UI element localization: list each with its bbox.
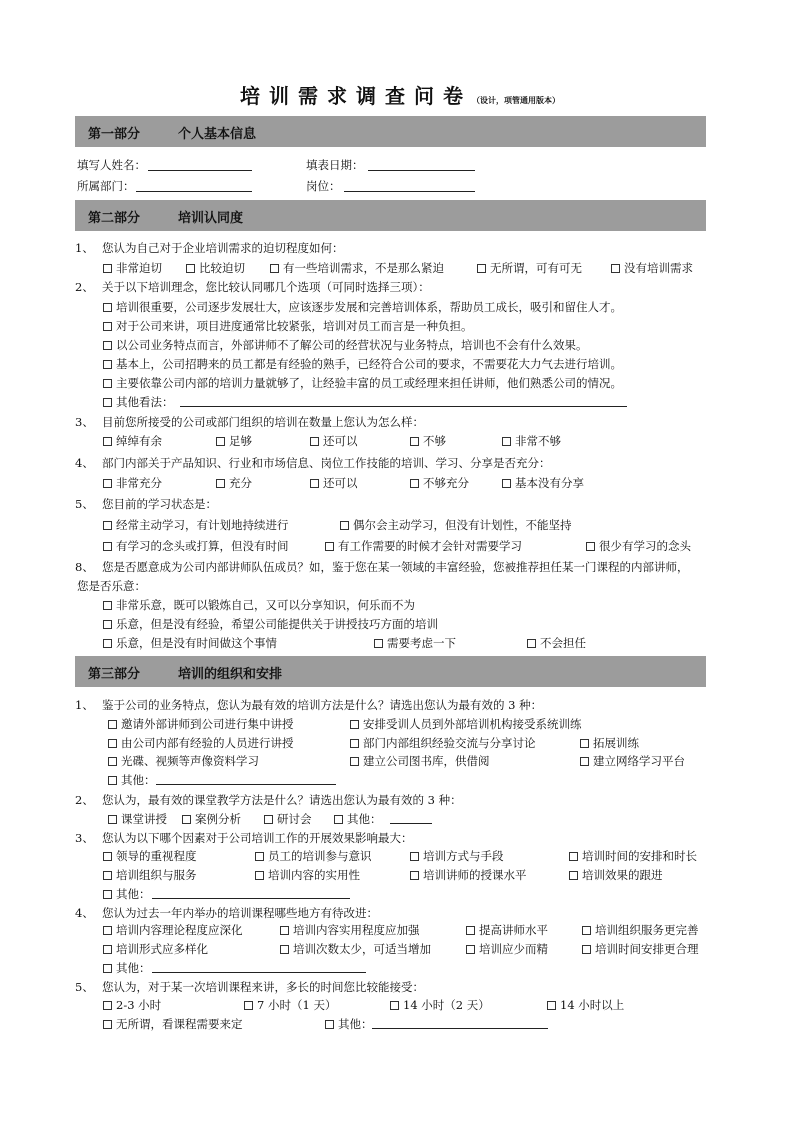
option-checkbox[interactable]: 足够 xyxy=(216,433,252,449)
checkbox-icon[interactable] xyxy=(103,542,112,551)
checkbox-icon[interactable] xyxy=(108,720,117,729)
date-label: 填表日期： xyxy=(306,158,364,172)
option-checkbox[interactable]: 不会担任 xyxy=(527,635,586,651)
option-checkbox[interactable]: 培训效果的跟进 xyxy=(569,867,663,883)
checkbox-icon[interactable] xyxy=(103,639,112,648)
checkbox-icon[interactable] xyxy=(340,521,349,530)
section-title: 培训认同度 xyxy=(178,211,244,226)
option-checkbox[interactable]: 乐意，但是没有时间做这个事情 xyxy=(103,635,277,651)
question-text: 鉴于公司的业务特点，您认为最有效的培训方法是什么？请选出您认为最有效的 3 种： xyxy=(102,698,543,712)
checkbox-icon[interactable] xyxy=(244,1001,253,1010)
option-checkbox[interactable]: 培训组织与服务 xyxy=(103,867,197,883)
option-checkbox[interactable]: 充分 xyxy=(216,475,252,491)
checkbox-icon[interactable] xyxy=(108,757,117,766)
option-checkbox[interactable]: 培训时间安排更合理 xyxy=(582,941,699,957)
checkbox-icon[interactable] xyxy=(325,542,334,551)
checkbox-icon[interactable] xyxy=(350,720,359,729)
option-checkbox[interactable]: 其他： xyxy=(103,960,151,976)
checkbox-icon[interactable] xyxy=(410,437,419,446)
option-checkbox[interactable]: 基本没有分享 xyxy=(502,475,584,491)
title-sub: （设计，项管通用版本） xyxy=(472,95,560,105)
section-label: 第二部分 xyxy=(88,211,141,226)
option-checkbox[interactable]: 经常主动学习，有计划地持续进行 xyxy=(103,517,289,533)
option-checkbox[interactable]: 对于公司来讲，项目进度通常比较紧张，培训对员工而言是一种负担。 xyxy=(103,318,473,334)
question-text: 您是否愿意成为公司内部讲师队伍成员？如，鉴于您在某一领域的丰富经验，您被推荐担任某一门课程的内部讲师， xyxy=(102,560,689,574)
option-checkbox[interactable]: 案例分析 xyxy=(182,811,241,827)
checkbox-icon[interactable] xyxy=(103,479,112,488)
section-title: 个人基本信息 xyxy=(178,127,257,142)
checkbox-icon[interactable] xyxy=(466,926,475,935)
document-title xyxy=(0,80,800,109)
checkbox-icon[interactable] xyxy=(582,926,591,935)
checkbox-icon[interactable] xyxy=(103,601,112,610)
option-checkbox[interactable]: 无所谓，可有可无 xyxy=(477,260,582,276)
other-input-line[interactable] xyxy=(152,972,366,973)
option-checkbox[interactable]: 建立网络学习平台 xyxy=(580,753,685,769)
option-checkbox[interactable]: 其他： xyxy=(325,1016,373,1032)
option-checkbox[interactable]: 培训很重要，公司逐步发展壮大，应该逐步发展和完善培训体系，帮助员工成长，吸引和留住人才。 xyxy=(103,299,622,315)
question-text: 您认为过去一年内举办的培训课程哪些地方有待改进： xyxy=(102,906,378,920)
question-3-1 xyxy=(75,697,542,713)
question-3-2 xyxy=(75,792,462,808)
option-checkbox[interactable]: 有一些培训需求，不是那么紧迫 xyxy=(270,260,444,276)
question-3-5 xyxy=(75,979,424,995)
option-checkbox[interactable]: 非常充分 xyxy=(103,475,162,491)
option-checkbox[interactable]: 不够 xyxy=(410,433,446,449)
option-checkbox[interactable]: 其他： xyxy=(103,886,151,902)
question-number: 5、 xyxy=(75,980,94,994)
option-checkbox[interactable]: 培训时间的安排和时长 xyxy=(569,848,697,864)
checkbox-icon[interactable] xyxy=(310,437,319,446)
option-checkbox[interactable]: 培训形式应多样化 xyxy=(103,941,208,957)
checkbox-icon[interactable] xyxy=(374,639,383,648)
option-checkbox[interactable]: 基本上，公司招聘来的员工都是有经验的熟手，已经符合公司的要求，不需要花大力气去进行培训。 xyxy=(103,356,622,372)
section-label: 第三部分 xyxy=(88,667,141,682)
option-checkbox[interactable]: 绰绰有余 xyxy=(103,433,162,449)
question-text: 关于以下培训理念，您比较认同哪几个选项（可同时选择三项）： xyxy=(102,280,430,294)
option-checkbox[interactable]: 7 小时（1 天） xyxy=(244,997,336,1013)
checkbox-icon[interactable] xyxy=(103,341,112,350)
option-checkbox[interactable]: 安排受训人员到外部培训机构接受系统训练 xyxy=(350,716,582,732)
dept-field[interactable] xyxy=(136,191,252,192)
name-field[interactable] xyxy=(148,170,252,171)
checkbox-icon[interactable] xyxy=(103,871,112,880)
checkbox-icon[interactable] xyxy=(103,852,112,861)
option-checkbox[interactable]: 主要依靠公司内部的培训力量就够了，让经验丰富的员工或经理来担任讲师，他们熟悉公司的情况。 xyxy=(103,375,622,391)
option-checkbox[interactable]: 研讨会 xyxy=(264,811,312,827)
question-2-3 xyxy=(75,414,424,430)
checkbox-icon[interactable] xyxy=(103,1001,112,1010)
checkbox-icon[interactable] xyxy=(186,264,195,273)
checkbox-icon[interactable] xyxy=(103,398,112,407)
question-text: 部门内部关于产品知识、行业和市场信息、岗位工作技能的培训、学习、分享是否充分： xyxy=(102,456,551,470)
option-checkbox[interactable]: 非常乐意，既可以锻炼自己，又可以分享知识，何乐而不为 xyxy=(103,597,415,613)
other-input-line[interactable] xyxy=(180,406,627,407)
option-checkbox[interactable]: 其他： xyxy=(108,772,156,788)
section-header-2 xyxy=(75,200,706,231)
checkbox-icon[interactable] xyxy=(264,815,273,824)
checkbox-icon[interactable] xyxy=(410,479,419,488)
option-checkbox[interactable]: 领导的重视程度 xyxy=(103,848,197,864)
checkbox-icon[interactable] xyxy=(410,852,419,861)
checkbox-icon[interactable] xyxy=(103,890,112,899)
checkbox-icon[interactable] xyxy=(182,815,191,824)
option-checkbox[interactable]: 其他看法： xyxy=(103,394,174,410)
checkbox-icon[interactable] xyxy=(103,264,112,273)
question-text: 您认为自己对于企业培训需求的迫切程度如何： xyxy=(102,241,344,255)
option-checkbox[interactable]: 培训方式与手段 xyxy=(410,848,504,864)
option-checkbox[interactable]: 拓展训练 xyxy=(580,735,639,751)
checkbox-icon[interactable] xyxy=(466,945,475,954)
option-checkbox[interactable]: 培训应少而精 xyxy=(466,941,548,957)
question-number: 1、 xyxy=(75,241,94,255)
question-number: 3、 xyxy=(75,831,94,845)
checkbox-icon[interactable] xyxy=(580,739,589,748)
checkbox-icon[interactable] xyxy=(586,542,595,551)
section-header-3 xyxy=(75,656,706,687)
option-checkbox[interactable]: 非常迫切 xyxy=(103,260,162,276)
question-text: 您目前的学习状态是： xyxy=(102,497,217,511)
dept-label: 所属部门： xyxy=(77,179,135,193)
option-checkbox[interactable]: 由公司内部有经验的人员进行讲授 xyxy=(108,735,294,751)
option-checkbox[interactable]: 以公司业务特点而言，外部讲师不了解公司的经营状况与业务特点，培训也不会有什么效果。 xyxy=(103,337,588,353)
checkbox-icon[interactable] xyxy=(280,926,289,935)
checkbox-icon[interactable] xyxy=(103,322,112,331)
other-input-line[interactable] xyxy=(152,898,350,899)
checkbox-icon[interactable] xyxy=(103,620,112,629)
option-checkbox[interactable]: 课堂讲授 xyxy=(108,811,167,827)
checkbox-icon[interactable] xyxy=(103,437,112,446)
checkbox-icon[interactable] xyxy=(569,852,578,861)
checkbox-icon[interactable] xyxy=(547,1001,556,1010)
question-2-5 xyxy=(75,496,217,512)
option-checkbox[interactable]: 培训内容的实用性 xyxy=(255,867,360,883)
other-input-line[interactable] xyxy=(372,1028,548,1029)
checkbox-icon[interactable] xyxy=(502,479,511,488)
option-checkbox[interactable]: 邀请外部讲师到公司进行集中讲授 xyxy=(108,716,294,732)
question-text: 您认为，最有效的课堂教学方法是什么？请选出您认为最有效的 3 种： xyxy=(102,793,462,807)
title-main: 培训需求调查问卷 xyxy=(240,84,472,108)
checkbox-icon[interactable] xyxy=(103,926,112,935)
checkbox-icon[interactable] xyxy=(103,964,112,973)
other-input-line[interactable] xyxy=(390,823,432,824)
option-checkbox[interactable]: 培训组织服务更完善 xyxy=(582,922,699,938)
option-checkbox[interactable]: 部门内部组织经验交流与分享讨论 xyxy=(350,735,536,751)
checkbox-icon[interactable] xyxy=(255,871,264,880)
checkbox-icon[interactable] xyxy=(103,521,112,530)
option-checkbox[interactable]: 提高讲师水平 xyxy=(466,922,548,938)
option-checkbox[interactable]: 其他： xyxy=(334,811,382,827)
checkbox-icon[interactable] xyxy=(103,360,112,369)
question-2-4 xyxy=(75,455,551,471)
option-checkbox[interactable]: 还可以 xyxy=(310,475,358,491)
question-number: 3、 xyxy=(75,415,94,429)
option-checkbox[interactable]: 员工的培训参与意识 xyxy=(255,848,372,864)
option-checkbox[interactable]: 非常不够 xyxy=(502,433,561,449)
other-input-line[interactable] xyxy=(156,784,336,785)
option-checkbox[interactable]: 比较迫切 xyxy=(186,260,245,276)
question-3-3 xyxy=(75,830,413,846)
checkbox-icon[interactable] xyxy=(410,871,419,880)
checkbox-icon[interactable] xyxy=(325,1020,334,1029)
checkbox-icon[interactable] xyxy=(103,379,112,388)
question-text: 目前您所接受的公司或部门组织的培训在数量上您认为怎么样： xyxy=(102,415,424,429)
checkbox-icon[interactable] xyxy=(611,264,620,273)
question-2-1 xyxy=(75,240,344,256)
checkbox-icon[interactable] xyxy=(477,264,486,273)
date-field[interactable] xyxy=(368,170,475,171)
section-title: 培训的组织和安排 xyxy=(178,667,283,682)
option-checkbox[interactable]: 建立公司图书库，供借阅 xyxy=(350,753,490,769)
checkbox-icon[interactable] xyxy=(108,815,117,824)
option-checkbox[interactable]: 有工作需要的时候才会针对需要学习 xyxy=(325,538,522,554)
checkbox-icon[interactable] xyxy=(108,739,117,748)
name-label: 填写人姓名： xyxy=(77,158,146,172)
option-checkbox[interactable]: 不够充分 xyxy=(410,475,469,491)
option-checkbox[interactable]: 14 小时（2 天） xyxy=(390,997,490,1013)
question-2-2 xyxy=(75,279,430,295)
checkbox-icon[interactable] xyxy=(350,757,359,766)
option-checkbox[interactable]: 培训讲师的授课水平 xyxy=(410,867,527,883)
option-checkbox[interactable]: 培训内容理论程度应深化 xyxy=(103,922,243,938)
checkbox-icon[interactable] xyxy=(334,815,343,824)
checkbox-icon[interactable] xyxy=(527,639,536,648)
question-text: 您认为以下哪个因素对于公司培训工作的开展效果影响最大： xyxy=(102,831,413,845)
checkbox-icon[interactable] xyxy=(103,303,112,312)
question-number: 2、 xyxy=(75,280,94,294)
checkbox-icon[interactable] xyxy=(216,479,225,488)
option-checkbox[interactable]: 培训次数太少，可适当增加 xyxy=(280,941,431,957)
checkbox-icon[interactable] xyxy=(580,757,589,766)
option-checkbox[interactable]: 2-3 小时 xyxy=(103,997,161,1013)
checkbox-icon[interactable] xyxy=(582,945,591,954)
checkbox-icon[interactable] xyxy=(350,739,359,748)
question-number: 4、 xyxy=(75,456,94,470)
question-2-8 xyxy=(75,559,689,575)
checkbox-icon[interactable] xyxy=(103,945,112,954)
checkbox-icon[interactable] xyxy=(270,264,279,273)
checkbox-icon[interactable] xyxy=(502,437,511,446)
section-label: 第一部分 xyxy=(88,127,141,142)
question-number: 5、 xyxy=(75,497,94,511)
checkbox-icon[interactable] xyxy=(216,437,225,446)
option-checkbox[interactable]: 很少有学习的念头 xyxy=(586,538,691,554)
question-number: 4、 xyxy=(75,906,94,920)
post-label: 岗位： xyxy=(306,179,341,193)
option-checkbox[interactable]: 14 小时以上 xyxy=(547,997,624,1013)
question-text-continued: 您是否乐意： xyxy=(77,579,146,593)
question-number: 2、 xyxy=(75,793,94,807)
section-header-1 xyxy=(75,116,706,147)
checkbox-icon[interactable] xyxy=(103,1020,112,1029)
option-checkbox[interactable]: 培训内容实用程度应加强 xyxy=(280,922,420,938)
post-field[interactable] xyxy=(344,191,475,192)
question-number: 1、 xyxy=(75,698,94,712)
checkbox-icon[interactable] xyxy=(390,1001,399,1010)
checkbox-icon[interactable] xyxy=(255,852,264,861)
option-checkbox[interactable]: 有学习的念头或打算，但没有时间 xyxy=(103,538,289,554)
option-checkbox[interactable]: 乐意，但是没有经验，希望公司能提供关于讲授技巧方面的培训 xyxy=(103,616,438,632)
question-number: 8、 xyxy=(75,560,94,574)
option-checkbox[interactable]: 还可以 xyxy=(310,433,358,449)
checkbox-icon[interactable] xyxy=(280,945,289,954)
question-3-4 xyxy=(75,905,378,921)
checkbox-icon[interactable] xyxy=(310,479,319,488)
question-text: 您认为，对于某一次培训课程来讲，多长的时间您比较能接受： xyxy=(102,980,424,994)
option-checkbox[interactable]: 没有培训需求 xyxy=(611,260,693,276)
option-checkbox[interactable]: 无所谓，看课程需要来定 xyxy=(103,1016,243,1032)
checkbox-icon[interactable] xyxy=(108,776,117,785)
checkbox-icon[interactable] xyxy=(569,871,578,880)
option-checkbox[interactable]: 偶尔会主动学习，但没有计划性，不能坚持 xyxy=(340,517,572,533)
option-checkbox[interactable]: 光碟、视频等声像资料学习 xyxy=(108,753,259,769)
option-checkbox[interactable]: 需要考虑一下 xyxy=(374,635,456,651)
